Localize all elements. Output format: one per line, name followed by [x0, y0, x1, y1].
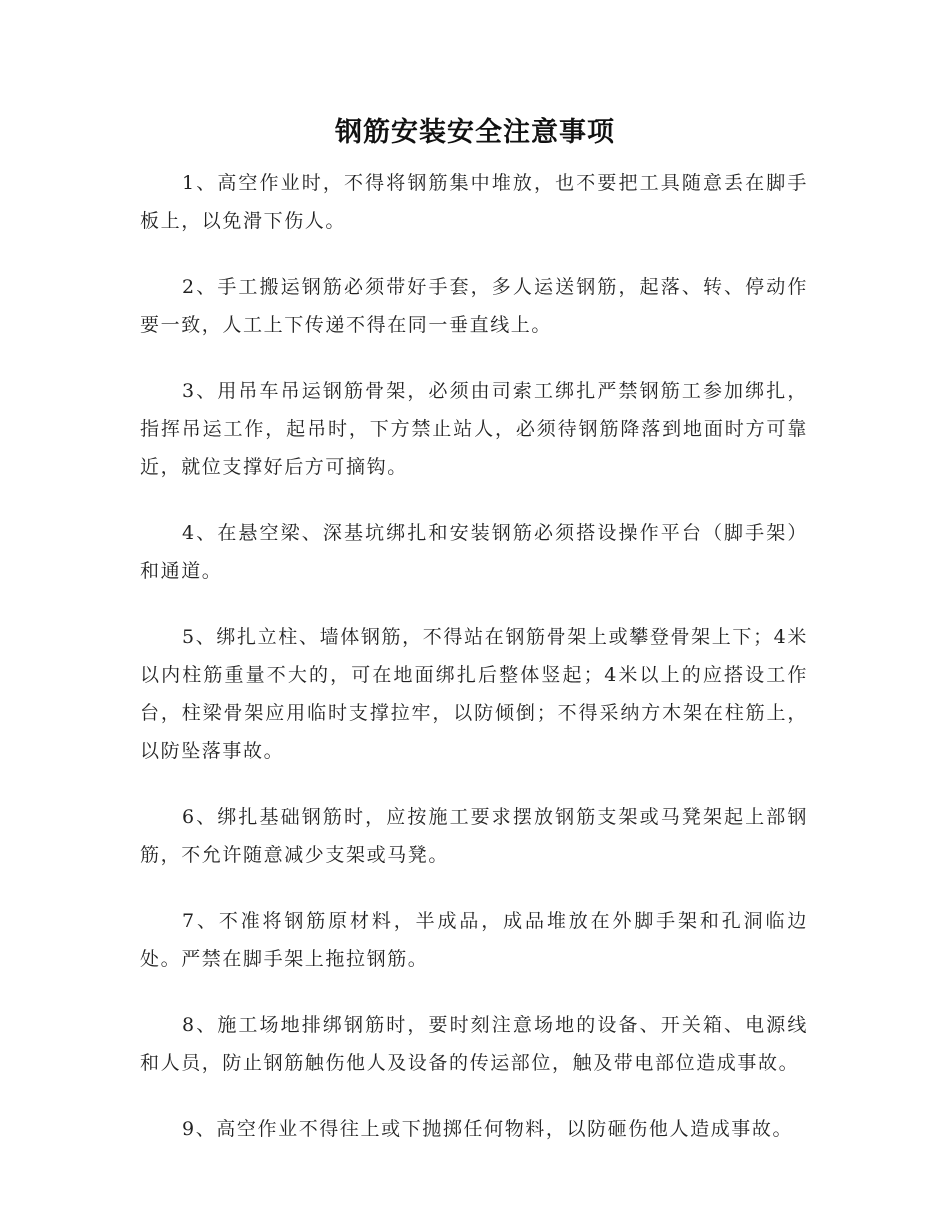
paragraph-3: 3、用吊车吊运钢筋骨架，必须由司索工绑扎严禁钢筋工参加绑扎，指挥吊运工作，起吊时，下方禁止站人，必须待钢筋降落到地面时方可靠近，就位支撑好后方可摘钩。 [140, 380, 808, 478]
paragraph-9: 9、高空作业不得往上或下抛掷任何物料，以防砸伤他人造成事故。 [182, 1118, 794, 1140]
paragraph-6: 6、绑扎基础钢筋时，应按施工要求摆放钢筋支架或马凳架起上部钢筋，不允许随意减少支架或马凳。 [140, 806, 808, 866]
paragraph-1: 1、高空作业时，不得将钢筋集中堆放，也不要把工具随意丢在脚手板上，以免滑下伤人。 [140, 172, 808, 232]
document-body [140, 164, 808, 1176]
page-title: 钢筋安装安全注意事项 [335, 117, 615, 148]
paragraph-8: 8、施工场地排绑钢筋时，要时刻注意场地的设备、开关箱、电源线和人员，防止钢筋触伤他人及设备的传运部位，触及带电部位造成事故。 [140, 1014, 808, 1074]
paragraph-7: 7、不准将钢筋原材料，半成品，成品堆放在外脚手架和孔洞临边处。严禁在脚手架上拖拉钢筋。 [140, 910, 808, 970]
paragraph-5: 5、绑扎立柱、墙体钢筋，不得站在钢筋骨架上或攀登骨架上下；4米以内柱筋重量不大的，可在地面绑扎后整体竖起；4米以上的应搭设工作台，柱梁骨架应用临时支撑拉牢，以防倾倒；不得采纳方木架在柱筋上，以防坠落事故。 [140, 626, 808, 762]
paragraph-2: 2、手工搬运钢筋必须带好手套，多人运送钢筋，起落、转、停动作要一致，人工上下传递不得在同一垂直线上。 [140, 276, 808, 336]
paragraph-4: 4、在悬空梁、深基坑绑扎和安装钢筋必须搭设操作平台（脚手架）和通道。 [140, 522, 808, 582]
